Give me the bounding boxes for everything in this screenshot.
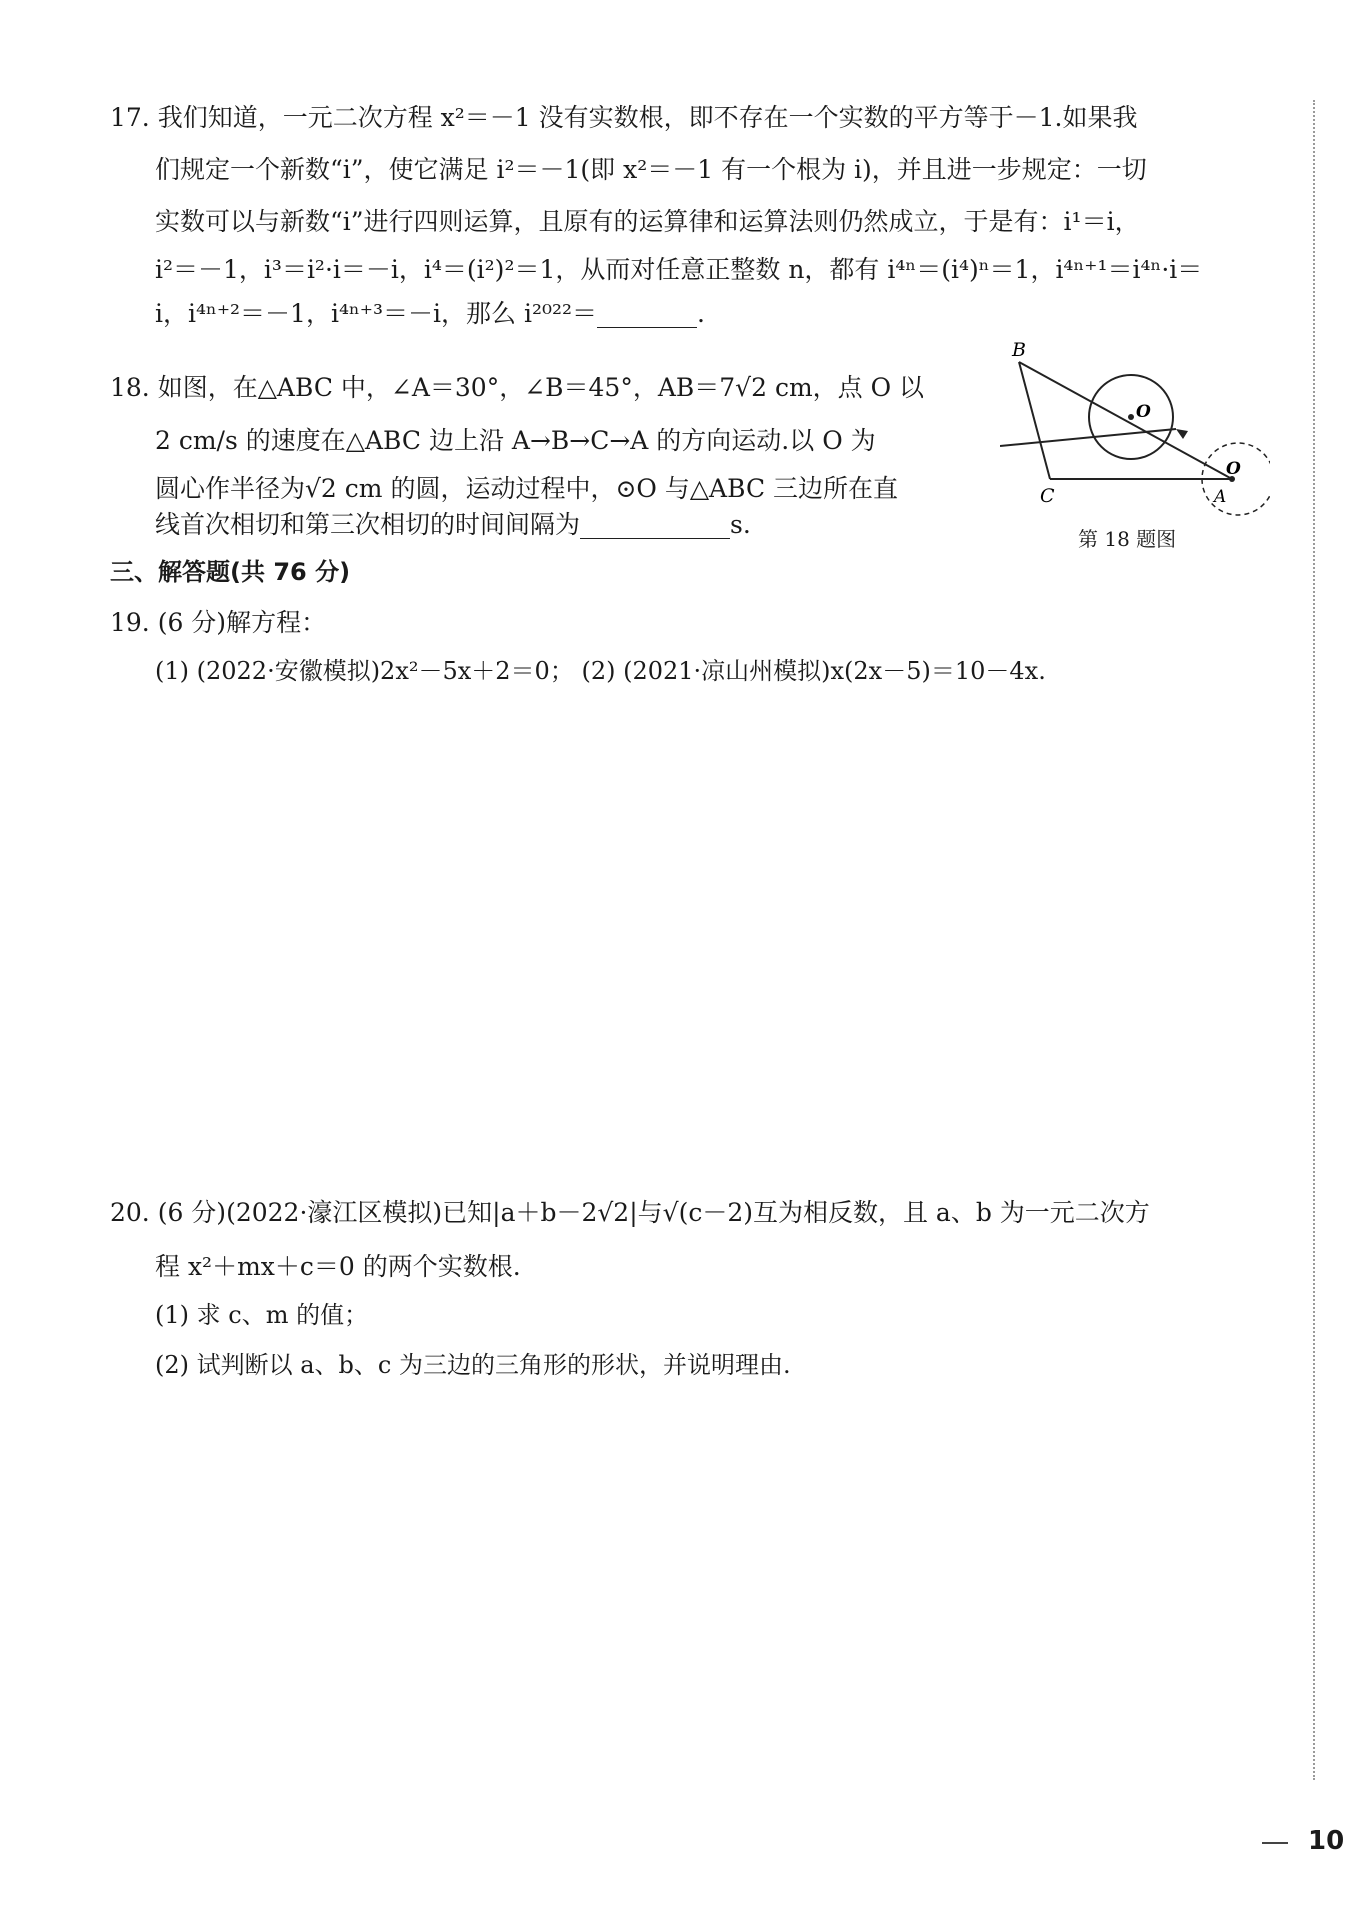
- q17-line-4: i²＝－1，i³＝i²·i＝－i，i⁴＝(i²)²＝1，从而对任意正整数 n，都有 i⁴ⁿ＝(i⁴)ⁿ＝1，i⁴ⁿ⁺¹＝i⁴ⁿ·i＝: [155, 255, 1203, 284]
- figure-caption: 第 18 题图: [1078, 527, 1177, 551]
- label-o-moving: O: [1136, 402, 1151, 422]
- q17-line-5: i，i⁴ⁿ⁺²＝－1，i⁴ⁿ⁺³＝－i，那么 i²⁰²²＝________.: [155, 299, 705, 328]
- label-c: C: [1040, 485, 1055, 507]
- q17-line-3: 实数可以与新数“i”进行四则运算，且原有的运算律和运算法则仍然成立，于是有：i¹＝i，: [155, 207, 1140, 236]
- page-number-dash: [1262, 1842, 1288, 1844]
- q18-line-3: 圆心作半径为√2 cm 的圆，运动过程中，⊙O 与△ABC 三边所在直: [155, 474, 899, 503]
- page-number: 10: [1308, 1826, 1345, 1856]
- center-dot: [1128, 414, 1134, 420]
- q20-part-2: (2) 试判断以 a、b、c 为三边的三角形的形状，并说明理由.: [155, 1351, 791, 1379]
- q18-line-1: 18. 如图，在△ABC 中，∠A＝30°，∠B＝45°，AB＝7√2 cm，点 O 以: [110, 373, 925, 402]
- label-b: B: [1012, 339, 1026, 361]
- direction-arrow: [1000, 429, 1176, 446]
- q19-parts: (1) (2022·安徽模拟)2x²－5x＋2＝0； (2) (2021·凉山州模拟)x(2x－5)＝10－4x.: [155, 657, 1046, 685]
- margin-dotted-rule: [1313, 100, 1315, 1780]
- q19-title: 19. (6 分)解方程：: [110, 608, 327, 637]
- q18-line-4: 线首次相切和第三次相切的时间间隔为____________s.: [155, 510, 751, 539]
- q17-line-1: 17. 我们知道，一元二次方程 x²＝－1 没有实数根，即不存在一个实数的平方等于－1.如果我: [110, 103, 1138, 132]
- section-title: 三、解答题(共 76 分): [110, 558, 351, 586]
- label-o-start: O: [1226, 459, 1241, 479]
- q20-line-1: 20. (6 分)(2022·濠江区模拟)已知|a＋b－2√2|与√(c－2)互为相反数，且 a、b 为一元二次方: [110, 1198, 1150, 1227]
- triangle-figure: [1000, 338, 1270, 523]
- q17-line-2: 们规定一个新数“i”，使它满足 i²＝－1(即 x²＝－1 有一个根为 i)，并且进一步规定：一切: [155, 155, 1147, 184]
- q20-line-2: 程 x²＋mx＋c＝0 的两个实数根.: [155, 1252, 521, 1281]
- q20-part-1: (1) 求 c、m 的值；: [155, 1301, 369, 1329]
- q18-line-2: 2 cm/s 的速度在△ABC 边上沿 A→B→C→A 的方向运动.以 O 为: [155, 426, 876, 455]
- side-ab: [1019, 362, 1232, 479]
- side-bc: [1019, 362, 1050, 479]
- arrow-head: [1176, 429, 1188, 439]
- label-a: A: [1214, 487, 1227, 507]
